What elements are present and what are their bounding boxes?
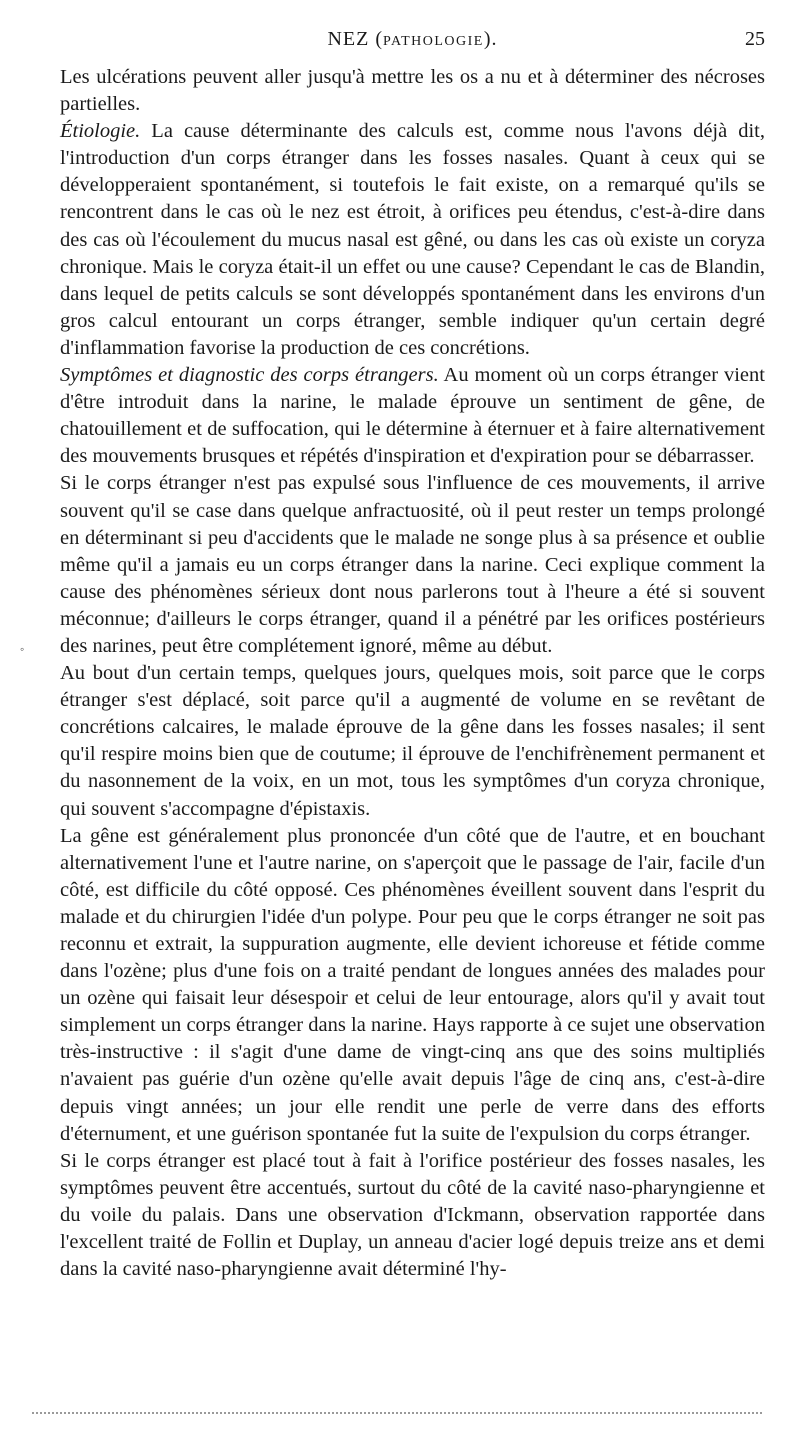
paragraph-3 <box>60 362 765 470</box>
section-heading-etiologie: Étiologie. <box>60 120 141 143</box>
page-number: 25 <box>745 28 765 50</box>
paragraph-7 <box>60 1148 765 1283</box>
margin-mark: ◦ <box>20 642 25 656</box>
paragraph-2 <box>60 118 765 362</box>
running-title <box>60 28 765 51</box>
body-text <box>60 64 765 1283</box>
section-heading-symptomes: Symptômes et diagnostic des corps étrangers. <box>60 364 439 387</box>
paragraph-5-text: Au bout d'un certain temps, quelques jours, quelques mois, soit parce que le corps étranger s'est déplacé, soit parce qu'il a augmenté de volume en se revêtant de concrétions calcaires, le malade éprouve de la gêne dans les fosses nasales; il sent qu'il respire moins bien que de coutume; il éprouve de l'enchifrènement permanent et du nasonnement de la voix, en un mot, tous les symptômes d'un coryza chronique, qui souvent s'accompagne d'épistaxis. <box>60 662 765 820</box>
paragraph-1-text: Les ulcérations peuvent aller jusqu'à mettre les os a nu et à déterminer des nécroses partielles. <box>60 66 765 116</box>
paragraph-5 <box>60 660 765 823</box>
running-title-smallcaps: PATHOLOGIE <box>383 34 484 49</box>
paragraph-1 <box>60 64 765 118</box>
paragraph-6 <box>60 823 765 1148</box>
paragraph-4 <box>60 470 765 660</box>
paragraph-7-text: Si le corps étranger est placé tout à fait à l'orifice postérieur des fosses nasales, les symptômes peuvent être accentués, surtout du côté de la cavité naso-pharyngienne et du voile du palais. Dans une observation d'Ickmann, observation rapportée dans l'excellent traité de Follin et Duplay, un anneau d'acier logé depuis treize ans et demi dans la cavité naso-pharyngienne avait déterminé l'hy- <box>60 1149 765 1281</box>
running-title-end: ). <box>483 28 498 50</box>
paragraph-6-text: La gêne est généralement plus prononcée d'un côté que de l'autre, et en bouchant alternativement l'une et l'autre narine, on s'aperçoit que le passage de l'air, facile d'un côté, est difficile du côté opposé. Ces phénomènes éveillent souvent dans l'esprit du malade et du chirurgien l'idée d'un polype. Pour peu que le corps étranger ne soit pas reconnu et extrait, la suppuration augmente, elle devient ichoreuse et fétide comme dans l'ozène; plus d'une fois on a traité pendant de longues années des malades pour un ozène qui faisait leur désespoir et celui de leur entourage, alors qu'il y avait tout simplement un corps étranger dans la narine. Hays rapporte à ce sujet une observation très-instructive : il s'agit d'une dame de vingt-cinq ans que des soins multipliés n'avaient pas guérie d'un ozène qu'elle avait depuis l'âge de cinq ans, c'est-à-dire depuis vingt années; un jour elle rendit une perle de verre dans des efforts d'éternument, et une guérison spontanée fut la suite de l'expulsion du corps étranger. <box>60 824 765 1145</box>
paragraph-2-text: La cause déterminante des calculs est, comme nous l'avons déjà dit, l'introduction d'un corps étranger dans les fosses nasales. Quant à ceux qui se développeraient spontanément, si toutefois le fait existe, on a remarqué qu'ils se rencontrent dans le cas où le nez est étroit, à orifices peu étendus, c'est-à-dire dans des cas où l'écoulement du mucus nasal est gêné, ou dans les cas où existe un coryza chronique. Mais le coryza était-il un effet ou une cause? Cependant le cas de Blandin, dans lequel de petits calculs se sont développés spontanément dans les environs d'un gros calcul entourant un corps étranger, semble indiquer qu'un certain degré d'inflammation favorise la production de ces concrétions. <box>60 120 765 359</box>
paragraph-3-text: Au moment où un corps étranger vient d'être introduit dans la narine, le malade éprouve un sentiment de gêne, de chatouillement et de suffocation, qui le détermine à éternuer et à faire alternativement des mouvements brusques et répétés d'inspiration et d'expiration pour se débarrasser. <box>60 364 765 468</box>
running-title-main: NEZ ( <box>327 28 384 50</box>
paragraph-4-text: Si le corps étranger n'est pas expulsé sous l'influence de ces mouvements, il arrive souvent qu'il se case dans quelque anfractuosité, où il peut rester un temps prolongé en déterminant si peu d'accidents que le malade ne songe plus à sa présence et oublie même qu'il a jamais eu un corps étranger dans la narine. Ceci explique comment la cause des phénomènes sérieux dont nous parlerons tout à l'heure a été si souvent méconnue; d'ailleurs le corps étranger, quand il a pénétré par les orifices postérieurs des narines, peut être complétement ignoré, même au début. <box>60 472 765 657</box>
bottom-bleed-line <box>32 1412 762 1414</box>
running-head <box>60 28 765 58</box>
